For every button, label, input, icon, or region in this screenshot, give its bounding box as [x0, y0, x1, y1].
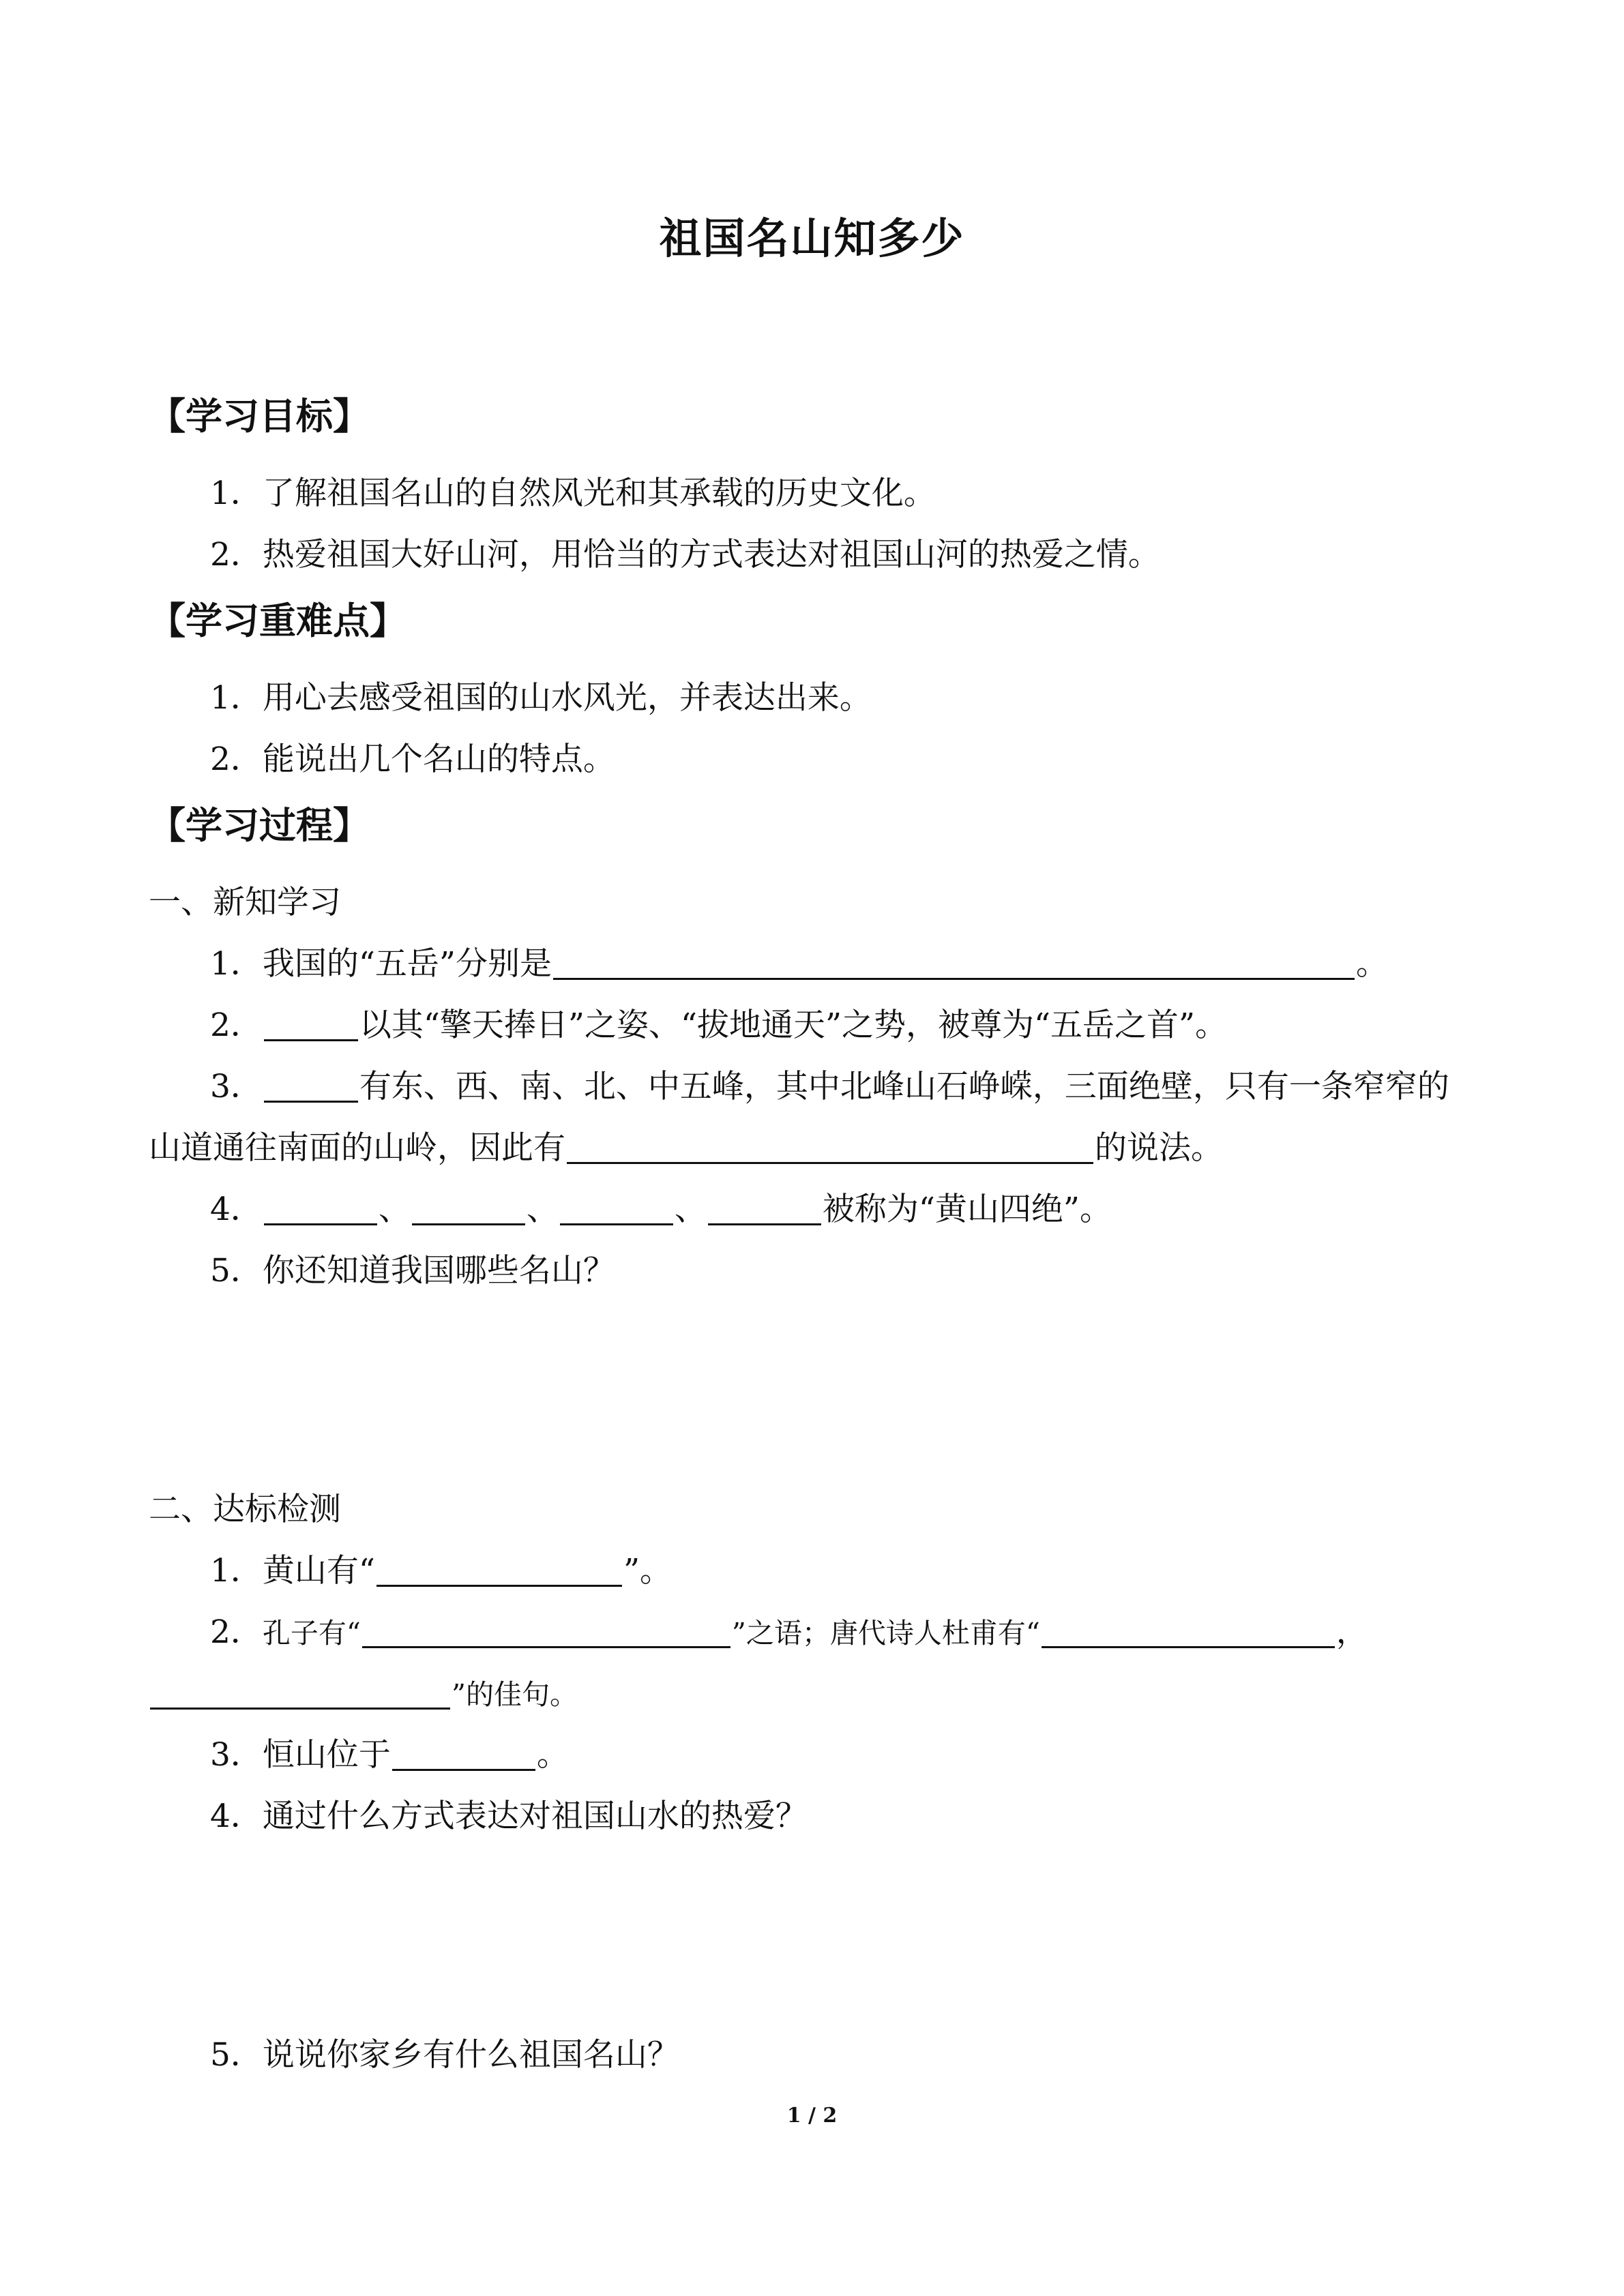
part2-heading: 二、达标检测: [149, 1491, 341, 1528]
answer-blank[interactable]: [553, 948, 1355, 980]
focus-item-2: 2．能说出几个名山的特点。: [210, 741, 615, 778]
question-text: ”之语；唐代诗人杜甫有“: [731, 1617, 1040, 1650]
question-text: ”的佳句。: [452, 1678, 578, 1711]
answer-blank[interactable]: [377, 1555, 622, 1587]
question-number: 3．: [210, 1068, 263, 1105]
section-heading-process: 【学习过程】: [149, 803, 370, 847]
part1-question-4: [210, 1191, 1112, 1228]
section-heading-focus: 【学习重难点】: [149, 599, 407, 642]
question-text: 以其“擎天捧日”之姿、“拔地通天”之势，被尊为“五岳之首”。: [359, 1007, 1228, 1044]
part2-question-4: 4．通过什么方式表达对祖国山水的热爱？: [210, 1798, 808, 1835]
part2-question-2: [210, 1613, 1368, 1651]
question-text: ，: [1335, 1613, 1368, 1651]
part2-question-3: [210, 1736, 569, 1774]
question-text: 被称为“黄山四绝”。: [822, 1191, 1112, 1228]
answer-blank[interactable]: [264, 1193, 377, 1225]
question-text: 。: [1355, 945, 1388, 983]
goal-item-2: 2．热爱祖国大好山河，用恰当的方式表达对祖国山河的热爱之情。: [210, 536, 1160, 573]
answer-blank[interactable]: [264, 1071, 358, 1103]
answer-blank[interactable]: [264, 1009, 358, 1041]
question-text: 有东、西、南、北、中五峰，其中北峰山石峥嵘，三面绝壁，只有一条窄窄的: [359, 1068, 1449, 1105]
answer-blank[interactable]: [708, 1193, 821, 1225]
page-number: 1 / 2: [786, 2104, 838, 2128]
part1-question-2: [210, 1007, 1228, 1044]
part2-question-1: [210, 1552, 672, 1590]
question-text: 山道通往南面的山岭，因此有: [149, 1129, 565, 1167]
part1-question-1: [210, 945, 1388, 983]
part1-question-5: 5．你还知道我国哪些名山？: [210, 1252, 615, 1289]
question-text: ”。: [623, 1552, 672, 1590]
question-text: 孔子有“: [262, 1617, 361, 1650]
separator: 、: [674, 1191, 707, 1228]
answer-blank[interactable]: [412, 1193, 525, 1225]
separator: 、: [378, 1191, 411, 1228]
part1-question-3-line2: [149, 1129, 1223, 1167]
focus-item-1: 1．用心去感受祖国的山水风光，并表达出来。: [210, 679, 872, 717]
section-heading-goals: 【学习目标】: [149, 394, 370, 438]
question-number: 4．: [210, 1191, 263, 1228]
page-title: 祖国名山知多少: [659, 213, 965, 263]
answer-blank[interactable]: [560, 1193, 673, 1225]
question-number: 2．: [210, 1613, 263, 1651]
question-text: 1．黄山有“: [210, 1552, 375, 1590]
part2-question-2-line2: [149, 1678, 578, 1710]
answer-blank[interactable]: [362, 1616, 730, 1648]
part2-question-5: 5．说说你家乡有什么祖国名山？: [210, 2036, 679, 2074]
question-text: 的说法。: [1095, 1129, 1223, 1167]
answer-blank[interactable]: [1042, 1616, 1335, 1648]
part1-question-3: [210, 1068, 1449, 1105]
answer-blank[interactable]: [150, 1678, 450, 1710]
separator: 、: [526, 1191, 559, 1228]
question-number: 2．: [210, 1007, 263, 1044]
question-text: 1．我国的“五岳”分别是: [210, 945, 552, 983]
question-text: 。: [536, 1736, 569, 1774]
answer-blank[interactable]: [567, 1132, 1093, 1164]
part1-heading: 一、新知学习: [149, 884, 341, 921]
goal-item-1: 1．了解祖国名山的自然风光和其承载的历史文化。: [210, 475, 936, 512]
answer-blank[interactable]: [392, 1739, 535, 1771]
question-text: 3．恒山位于: [210, 1736, 391, 1774]
